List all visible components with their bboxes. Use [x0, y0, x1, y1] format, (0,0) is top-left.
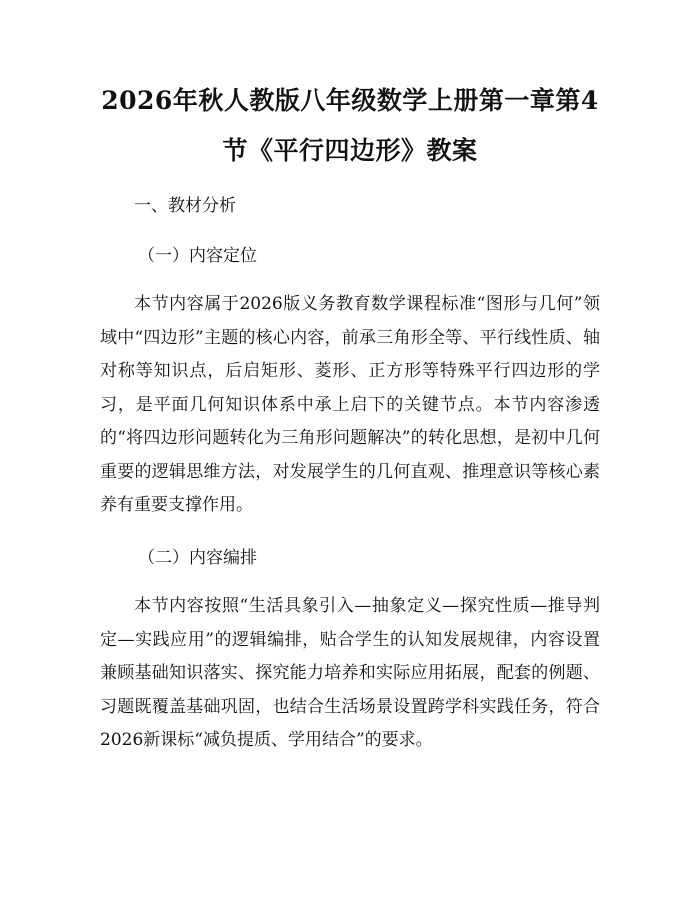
paragraph-content-positioning: 本节内容属于2026版义务教育数学课程标准“图形与几何”领域中“四边形”主题的核心内容，前承三角形全等、平行线性质、轴对称等知识点，后启矩形、菱形、正方形等特殊平行四边形的学习，是平面几何知识体系中承上启下的关键节点。本节内容渗透的“将四边形问题转化为三角形问题解决”的转化思想，是初中几何重要的逻辑思维方法，对发展学生的几何直观、推理意识等核心素养有重要支撑作用。	[100, 294, 600, 515]
paragraph-content-arrangement: 本节内容按照“生活具象引入—抽象定义—探究性质—推导判定—实践应用”的逻辑编排，贴合学生的认知发展规律，内容设置兼顾基础知识落实、探究能力培养和实际应用拓展，配套的例题、习题既覆盖基础巩固，也结合生活场景设置跨学科实践任务，符合2026新课标“减负提质、学用结合”的要求。	[100, 596, 600, 750]
section-heading-textbook-analysis: 一、教材分析	[134, 196, 236, 216]
subsection-heading-content-arrangement: （二）内容编排	[138, 548, 257, 568]
subsection-heading-content-positioning: （一）内容定位	[138, 246, 257, 266]
document-title: 2026年秋人教版八年级数学上册第一章第4节《平行四边形》教案	[101, 86, 599, 165]
